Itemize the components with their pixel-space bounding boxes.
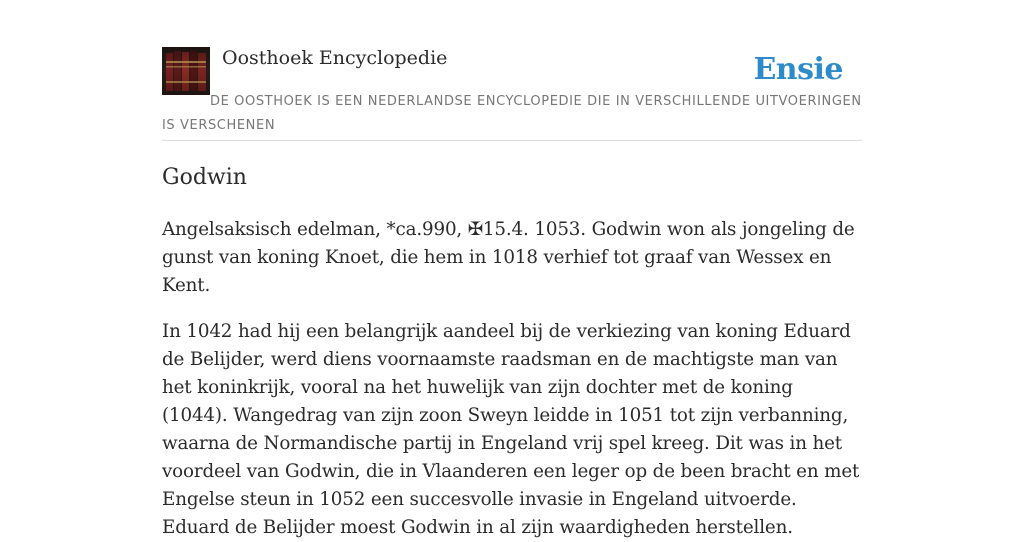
article-paragraph: Angelsaksisch edelman, *ca.990, ✠15.4. 1053. Godwin won als jongeling de gunst van koning Knoet, die hem in 1018 verhief tot graaf van Wessex en Kent. xyxy=(162,219,855,296)
site-name-link[interactable]: Oosthoek Encyclopedie xyxy=(222,47,448,69)
site-tagline: DE OOSTHOEK IS EEN NEDERLANDSE ENCYCLOPEDIE DIE IN VERSCHILLENDE UITVOERINGEN IS VERSCHENEN xyxy=(162,94,862,133)
article xyxy=(162,160,862,542)
article-title: Godwin xyxy=(162,165,247,190)
ensie-logo-link[interactable]: Ensie xyxy=(753,52,843,87)
article-paragraph: In 1042 had hij een belangrijk aandeel bij de verkiezing van koning Eduard de Belijder, werd diens voornaamste raadsman en de machtigste man van het koninkrijk, vooral na het huwelijk van zijn dochter met de koning (1044). Wangedrag van zijn zoon Sweyn leidde in 1051 tot zijn verbanning, waarna de Normandische partij in Engeland vrij spel kreeg. Dit was in het voordeel van Godwin, die in Vlaanderen een leger op de been bracht en met Engelse steun in 1052 een succesvolle invasie in Engeland uitvoerde. Eduard de Belijder moest Godwin in al zijn waardigheden herstellen. xyxy=(162,321,860,538)
encyclopedia-books-icon[interactable] xyxy=(162,47,210,95)
site-header xyxy=(162,46,862,141)
